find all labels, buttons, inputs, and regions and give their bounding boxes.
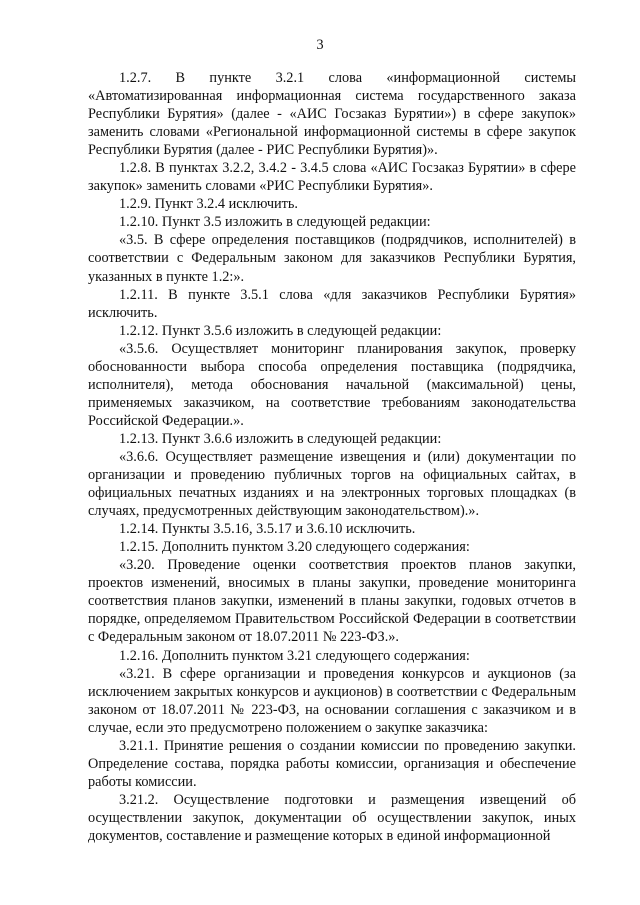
paragraph-12: 1.2.15. Дополнить пунктом 3.20 следующего содержания:	[119, 539, 470, 556]
document-body	[88, 69, 576, 845]
paragraph-8: «3.5.6. Осуществляет мониторинг планирования закупок, проверку обоснованности выбора способа определения поставщика (подрядчика, исполнителя), метода обоснования начальной (максимальной) цены, применяемых заказчиком, на соответствие требованиям законодательства Российской Федерации.».	[88, 340, 576, 429]
paragraph-1: 1.2.7. В пункте 3.2.1 слова «информационной системы «Автоматизированная информационная система государственного заказа Республики Бурятия» (далее - «АИС Госзаказ Бурятии») в сфере закупок» заменить словами «Региональной информационной системы в сфере закупок Республики Бурятия (далее - РИС Республики Бурятия)».	[88, 70, 576, 159]
paragraph-4: 1.2.10. Пункт 3.5 изложить в следующей редакции:	[119, 214, 431, 231]
paragraph-10: «3.6.6. Осуществляет размещение извещения и (или) документации по организации и проведению публичных торгов на официальных сайтах, в официальных печатных изданиях и на электронных торговых площадках (в случаях, предусмотренных действующим законодательством).».	[88, 448, 576, 520]
paragraph-17: 3.21.2. Осуществление подготовки и размещения извещений об осуществлении закупок, документации об осуществлении закупок, иных документов, составление и размещение которых в единой информационной	[88, 791, 576, 844]
paragraph-14: 1.2.16. Дополнить пунктом 3.21 следующего содержания:	[119, 647, 470, 664]
paragraph-7: 1.2.12. Пункт 3.5.6 изложить в следующей редакции:	[119, 322, 442, 339]
paragraph-6: 1.2.11. В пункте 3.5.1 слова «для заказчиков Республики Бурятия» исключить.	[88, 286, 576, 321]
paragraph-13: «3.20. Проведение оценки соответствия проектов планов закупки, проектов изменений, вносимых в планы закупки, проведение мониторинга соответствия планов закупки, изменений в планы закупки, годовых отчетов в порядке, определяемом Правительством Российской Федерации в соответствии с Федеральным законом от 18.07.2011 № 223-ФЗ.».	[88, 557, 576, 646]
paragraph-9: 1.2.13. Пункт 3.6.6 изложить в следующей редакции:	[119, 430, 442, 447]
page-number: 3	[316, 37, 324, 53]
paragraph-16: 3.21.1. Принятие решения о создании комиссии по проведению закупки. Определение состава, порядка работы комиссии, организация и обеспечение работы комиссии.	[88, 737, 576, 790]
paragraph-5: «3.5. В сфере определения поставщиков (подрядчиков, исполнителей) в соответствии с Федеральным законом для заказчиков Республики Бурятия, указанных в пункте 1.2:».	[88, 232, 576, 285]
paragraph-2: 1.2.8. В пунктах 3.2.2, 3.4.2 - 3.4.5 слова «АИС Госзаказ Бурятии» в сфере закупок» заменить словами «РИС Республики Бурятия».	[88, 160, 576, 195]
paragraph-15: «3.21. В сфере организации и проведения конкурсов и аукционов (за исключением закрытых конкурсов и аукционов) в соответствии с Федеральным законом от 18.07.2011 № 223-ФЗ, на основании соглашения с заказчиком и в случае, если это предусмотрено положением о закупке заказчика:	[88, 665, 576, 736]
paragraph-11: 1.2.14. Пункты 3.5.16, 3.5.17 и 3.6.10 исключить.	[119, 521, 416, 538]
paragraph-3: 1.2.9. Пункт 3.2.4 исключить.	[119, 196, 299, 213]
